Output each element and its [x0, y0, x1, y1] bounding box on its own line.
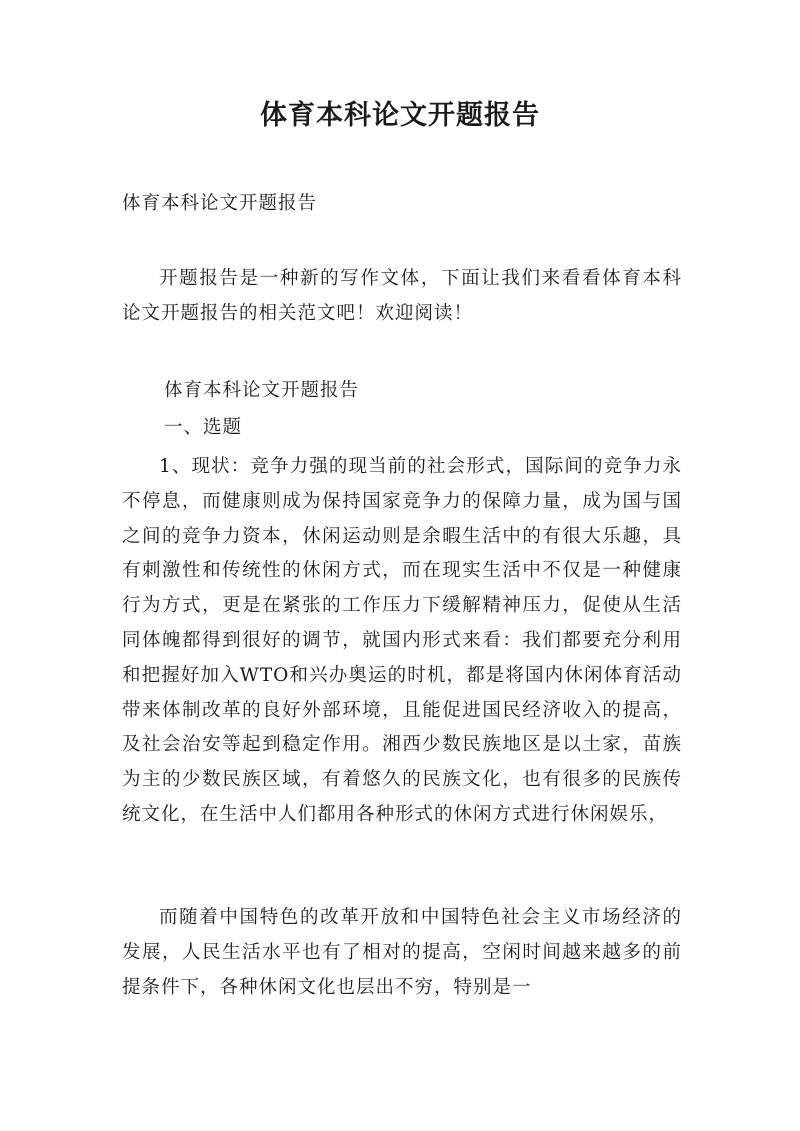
intro-paragraph: 开题报告是一种新的写作文体，下面让我们来看看体育本科论文开题报告的相关范文吧！欢迎阅读！: [122, 268, 682, 324]
document-title: 体育本科论文开题报告: [260, 100, 540, 131]
section-heading: 体育本科论文开题报告: [164, 380, 360, 401]
document-subtitle: 体育本科论文开题报告: [122, 193, 318, 214]
body-paragraph-2: 而随着中国特色的改革开放和中国特色社会主义市场经济的发展，人民生活水平也有了相对的提高，空闲时间越来越多的前提条件下，各种休闲文化也层出不穷，特别是一: [122, 907, 682, 998]
section-label: 一、选题: [164, 417, 243, 438]
body-paragraph-1: 1、现状：竞争力强的现当前的社会形式，国际间的竞争力永不停息，而健康则成为保持国家竞争力的保障力量，成为国与国之间的竞争力资本，休闲运动则是余暇生活中的有很大乐趣，具有刺激性和传统性的休闲方式，而在现实生活中不仅是一种健康行为方式，更是在紧张的工作压力下缓解精神压力，促使从生活同体魄都得到很好的调节，就国内形式来看：我们都要充分利用和把握好加入WTO和兴办奥运的时机，都是将国内休闲体育活动带来体制改革的良好外部环境，且能促进国民经济收入的提高，及社会治安等起到稳定作用。湘西少数民族地区是以土家，苗族为主的少数民族区域，有着悠久的民族文化，也有很多的民族传统文化，在生活中人们都用各种形式的休闲方式进行休闲娱乐，: [122, 456, 682, 825]
